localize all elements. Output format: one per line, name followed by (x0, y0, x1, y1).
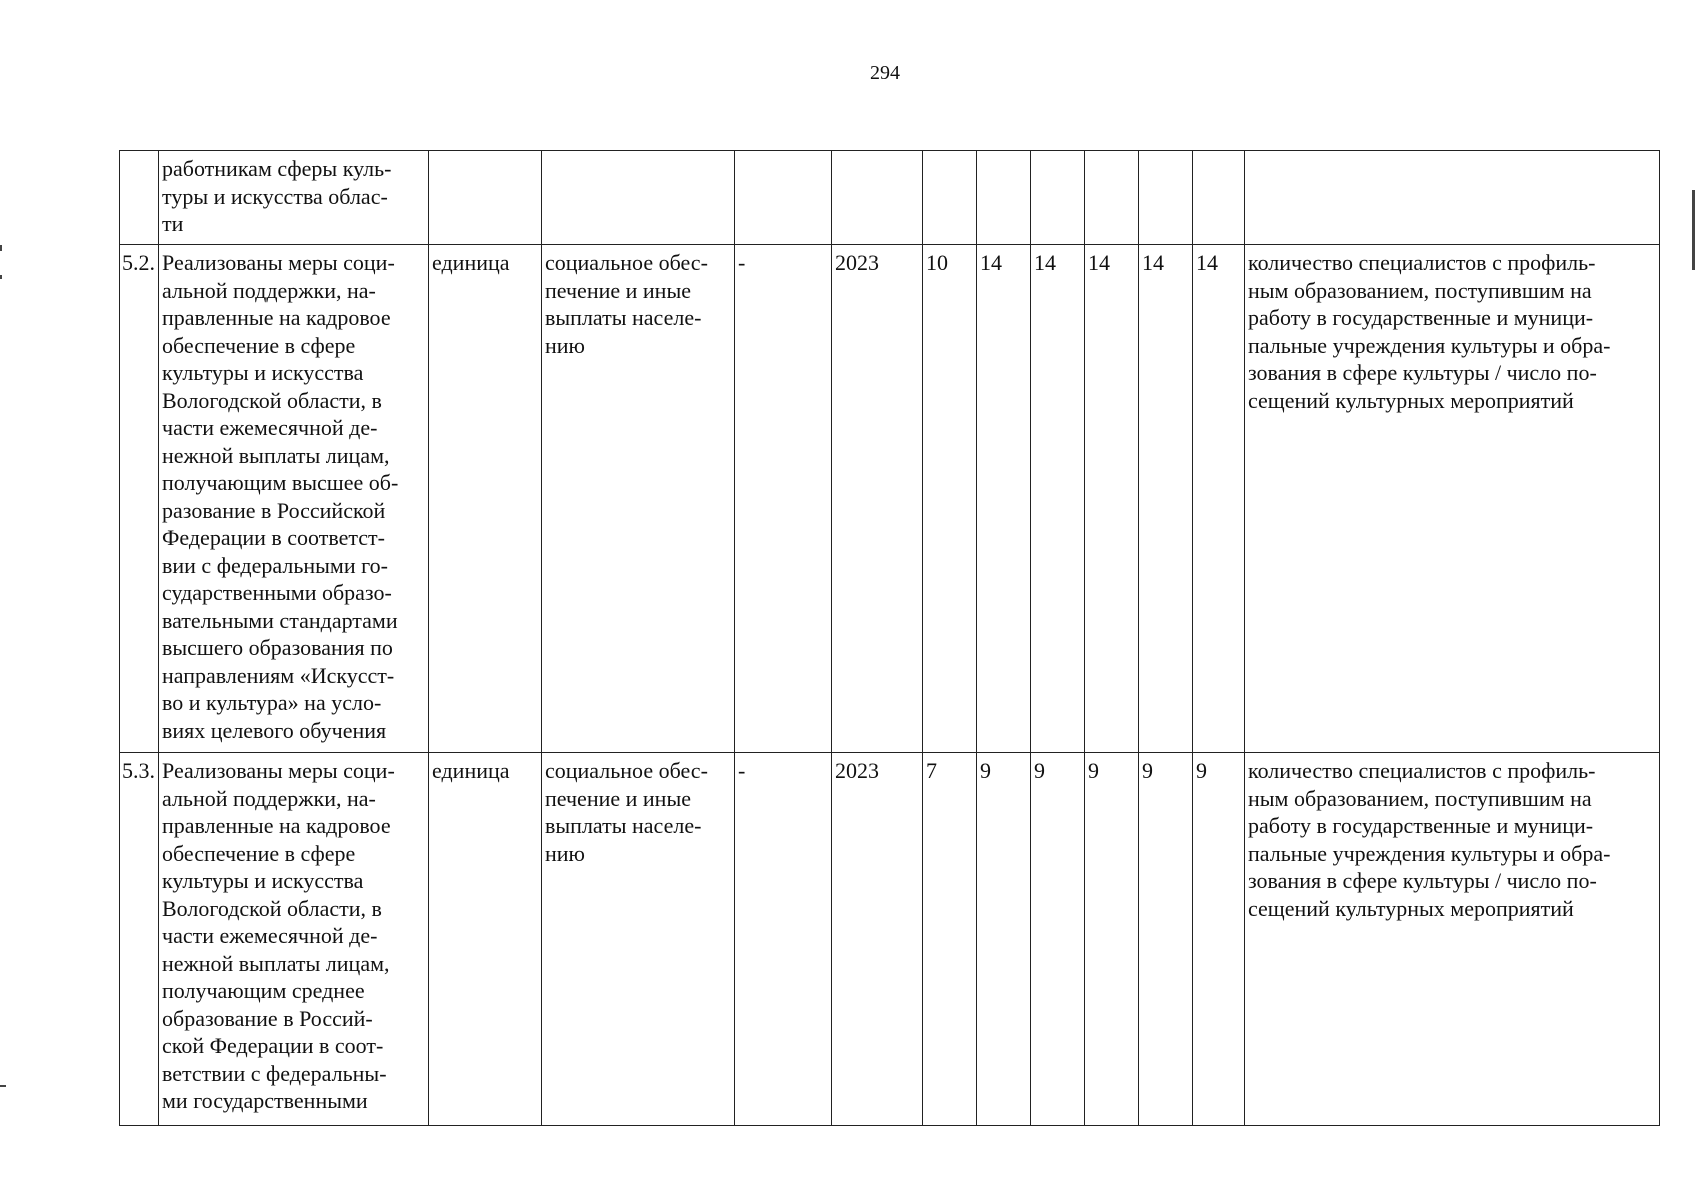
year-cell (832, 151, 923, 245)
scan-edge-mark (0, 275, 2, 279)
relation-cell: количество специалистов с профиль- ным образованием, поступившим на работу в государственные и муници- пальные учреждения культуры и обра- зования в сфере культуры / число по- сещений культурных мероприятий (1245, 245, 1660, 753)
value-cell: 9 (1085, 753, 1139, 1126)
dash-cell: - (735, 245, 832, 753)
page-number: 294 (870, 62, 900, 84)
table-row (120, 753, 1660, 1126)
year-cell: 2023 (832, 245, 923, 753)
value-cell (1085, 151, 1139, 245)
year-cell: 2023 (832, 753, 923, 1126)
unit-cell: единица (429, 753, 542, 1126)
dash-cell: - (735, 753, 832, 1126)
dash-cell (735, 151, 832, 245)
table-row (120, 151, 1660, 245)
value-cell: 14 (1085, 245, 1139, 753)
value-cell (1031, 151, 1085, 245)
result-name-cell: работникам сферы куль- туры и искусства облас- ти (159, 151, 429, 245)
row-number-cell: 5.2. (120, 245, 159, 753)
value-cell: 14 (977, 245, 1031, 753)
table-row (120, 245, 1660, 753)
result-type-cell: социальное обес- печение и иные выплаты населе- нию (542, 245, 735, 753)
relation-cell (1245, 151, 1660, 245)
row-number-cell: 5.3. (120, 753, 159, 1126)
base-value-cell (923, 151, 977, 245)
result-name-cell: Реализованы меры соци- альной поддержки, на- правленные на кадровое обеспечение в сфере культуры и искусства Вологодской области, в части ежемесячной де- нежной выплаты лицам, получающим высшее об- разование в Российской Федерации в соответст- вии с федеральными го- сударственными образо- вательными стандартами высшего образования по направлениям «Искусст- во и культура» на усло- виях целевого обучения (159, 245, 429, 753)
value-cell: 9 (1193, 753, 1245, 1126)
unit-cell (429, 151, 542, 245)
unit-cell: единица (429, 245, 542, 753)
result-type-cell: социальное обес- печение и иные выплаты населе- нию (542, 753, 735, 1126)
value-cell (1193, 151, 1245, 245)
base-value-cell: 10 (923, 245, 977, 753)
row-number-cell (120, 151, 159, 245)
scan-edge-mark (0, 245, 2, 251)
value-cell: 9 (977, 753, 1031, 1126)
base-value-cell: 7 (923, 753, 977, 1126)
result-type-cell (542, 151, 735, 245)
scan-edge-mark (0, 1085, 6, 1087)
scan-edge-mark (1692, 190, 1695, 270)
result-name-cell: Реализованы меры соци- альной поддержки, на- правленные на кадровое обеспечение в сфере культуры и искусства Вологодской области, в части ежемесячной де- нежной выплаты лицам, получающим среднее образование в Россий- ской Федерации в соот- ветствии с федеральны- ми государственными (159, 753, 429, 1126)
value-cell: 9 (1139, 753, 1193, 1126)
value-cell: 9 (1031, 753, 1085, 1126)
value-cell (1139, 151, 1193, 245)
value-cell: 14 (1193, 245, 1245, 753)
indicators-table (119, 150, 1660, 1126)
value-cell (977, 151, 1031, 245)
relation-cell: количество специалистов с профиль- ным образованием, поступившим на работу в государственные и муници- пальные учреждения культуры и обра- зования в сфере культуры / число по- сещений культурных мероприятий (1245, 753, 1660, 1126)
value-cell: 14 (1139, 245, 1193, 753)
value-cell: 14 (1031, 245, 1085, 753)
